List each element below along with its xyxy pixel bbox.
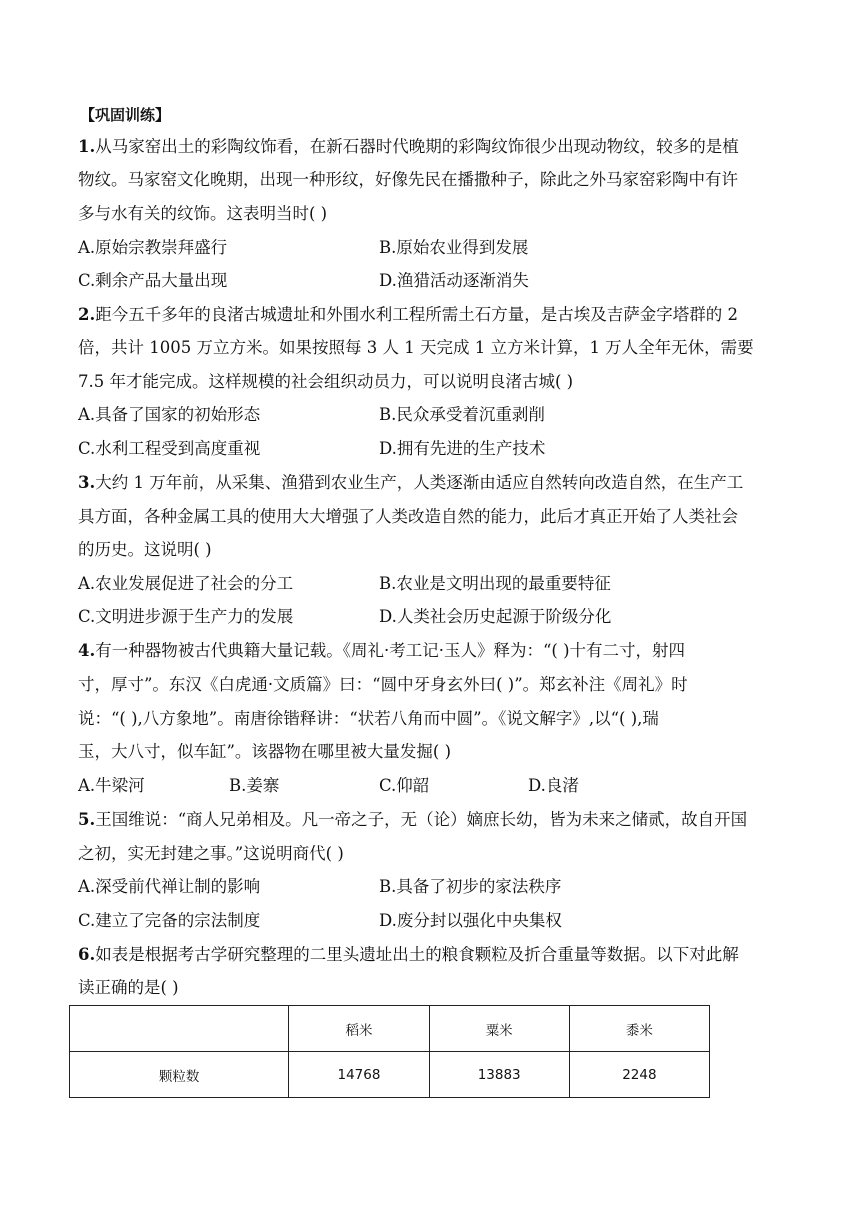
question-3-line-2: 具方面，各种金属工具的使用大大增强了人类改造自然的能力，此后才真正开始了人类社会	[78, 507, 738, 526]
table-cell: 2248	[569, 1052, 709, 1098]
question-4-line-2: 寸，厚寸”。东汉《白虎通·文质篇》曰：“圆中牙身玄外曰( )”。郑玄补注《周礼》时	[78, 675, 688, 694]
question-4-line-1: 4.有一种器物被古代典籍大量记载。《周礼·考工记·玉人》释为：“( )十有二寸，射四	[78, 641, 686, 660]
question-5-option-c[interactable]: C.建立了完备的宗法制度	[78, 911, 261, 930]
question-5-option-d[interactable]: D.废分封以强化中央集权	[379, 911, 562, 930]
question-2-option-c[interactable]: C.水利工程受到高度重视	[78, 439, 261, 458]
question-2-option-a[interactable]: A.具备了国家的初始形态	[78, 405, 261, 424]
table-row	[70, 1052, 710, 1098]
question-3-line-1: 3.大约 1 万年前，从采集、渔猎到农业生产，人类逐渐由适应自然转向改造自然，在生产工	[78, 473, 744, 492]
table-header-cell	[70, 1006, 289, 1052]
question-5-option-a[interactable]: A.深受前代禅让制的影响	[78, 877, 261, 896]
question-3-option-d[interactable]: D.人类社会历史起源于阶级分化	[379, 607, 612, 626]
question-3-option-b[interactable]: B.农业是文明出现的最重要特征	[379, 574, 611, 593]
table-header-cell: 粟米	[429, 1006, 569, 1052]
question-4-number: 4.	[78, 641, 96, 660]
question-1-number: 1.	[78, 137, 96, 156]
question-6-line-2: 读正确的是( )	[78, 978, 179, 997]
question-5-number: 5.	[78, 810, 96, 829]
question-3-option-a[interactable]: A.农业发展促进了社会的分工	[78, 574, 294, 593]
question-4-option-a[interactable]: A.牛梁河	[78, 776, 145, 795]
question-1-line-2: 物纹。马家窑文化晚期，出现一种形纹，好像先民在播撒种子，除此之外马家窑彩陶中有许	[78, 170, 738, 189]
table-header-row	[70, 1006, 710, 1052]
grain-data-table	[69, 1005, 710, 1098]
section-heading: 【巩固训练】	[80, 106, 171, 124]
table-cell: 14768	[289, 1052, 429, 1098]
question-2-line-2: 倍，共计 1005 万立方米。如果按照每 3 人 1 天完成 1 立方米计算，1 万人全年无休，需要	[78, 338, 754, 357]
question-3-option-c[interactable]: C.文明进步源于生产力的发展	[78, 607, 294, 626]
question-2-number: 2.	[78, 305, 96, 324]
question-6-number: 6.	[78, 945, 96, 964]
question-1-line-1: 1.从马家窑出土的彩陶纹饰看，在新石器时代晚期的彩陶纹饰很少出现动物纹，较多的是植	[78, 137, 739, 156]
question-1-option-a[interactable]: A.原始宗教崇拜盛行	[78, 238, 228, 257]
question-2-option-d[interactable]: D.拥有先进的生产技术	[379, 439, 546, 458]
question-3-number: 3.	[78, 473, 96, 492]
question-3-line-3: 的历史。这说明( )	[78, 540, 212, 559]
question-5-option-b[interactable]: B.具备了初步的家法秩序	[379, 877, 562, 896]
question-4-line-4: 玉，大八寸，似车缸”。该器物在哪里被大量发掘( )	[78, 742, 452, 761]
question-2-option-b[interactable]: B.民众承受着沉重剥削	[379, 405, 545, 424]
question-4-option-c[interactable]: C.仰韶	[379, 776, 430, 795]
question-5-line-2: 之初，实无封建之事。”这说明商代( )	[78, 844, 344, 863]
question-4-option-b[interactable]: B.姜寨	[229, 776, 280, 795]
table-cell: 13883	[429, 1052, 569, 1098]
question-1-option-c[interactable]: C.剩余产品大量出现	[78, 271, 228, 290]
table-header-cell: 黍米	[569, 1006, 709, 1052]
question-1-option-d[interactable]: D.渔猎活动逐渐消失	[379, 271, 529, 290]
question-2-line-1: 2.距今五千多年的良渚古城遗址和外围水利工程所需土石方量，是古埃及吉萨金字塔群的 2	[78, 305, 738, 324]
table-header-cell: 稻米	[289, 1006, 429, 1052]
question-5-line-1: 5.王国维说：“商人兄弟相及。凡一帝之子，无（论）嫡庶长幼，皆为未来之储贰，故自开国	[78, 810, 748, 829]
table-cell: 颗粒数	[70, 1052, 289, 1098]
question-1-option-b[interactable]: B.原始农业得到发展	[379, 238, 529, 257]
question-4-line-3: 说：“( ),八方象地”。南唐徐锴释讲：“状若八角而中圆”。《说文解字》,以“( ),瑞	[78, 709, 659, 728]
question-4-option-d[interactable]: D.良渚	[528, 776, 579, 795]
question-2-line-3: 7.5 年才能完成。这样规模的社会组织动员力，可以说明良渚古城( )	[78, 372, 574, 391]
question-1-line-3: 多与水有关的纹饰。这表明当时( )	[78, 204, 328, 223]
question-6-line-1: 6.如表是根据考古学研究整理的二里头遗址出土的粮食颗粒及折合重量等数据。以下对此解	[78, 945, 739, 964]
